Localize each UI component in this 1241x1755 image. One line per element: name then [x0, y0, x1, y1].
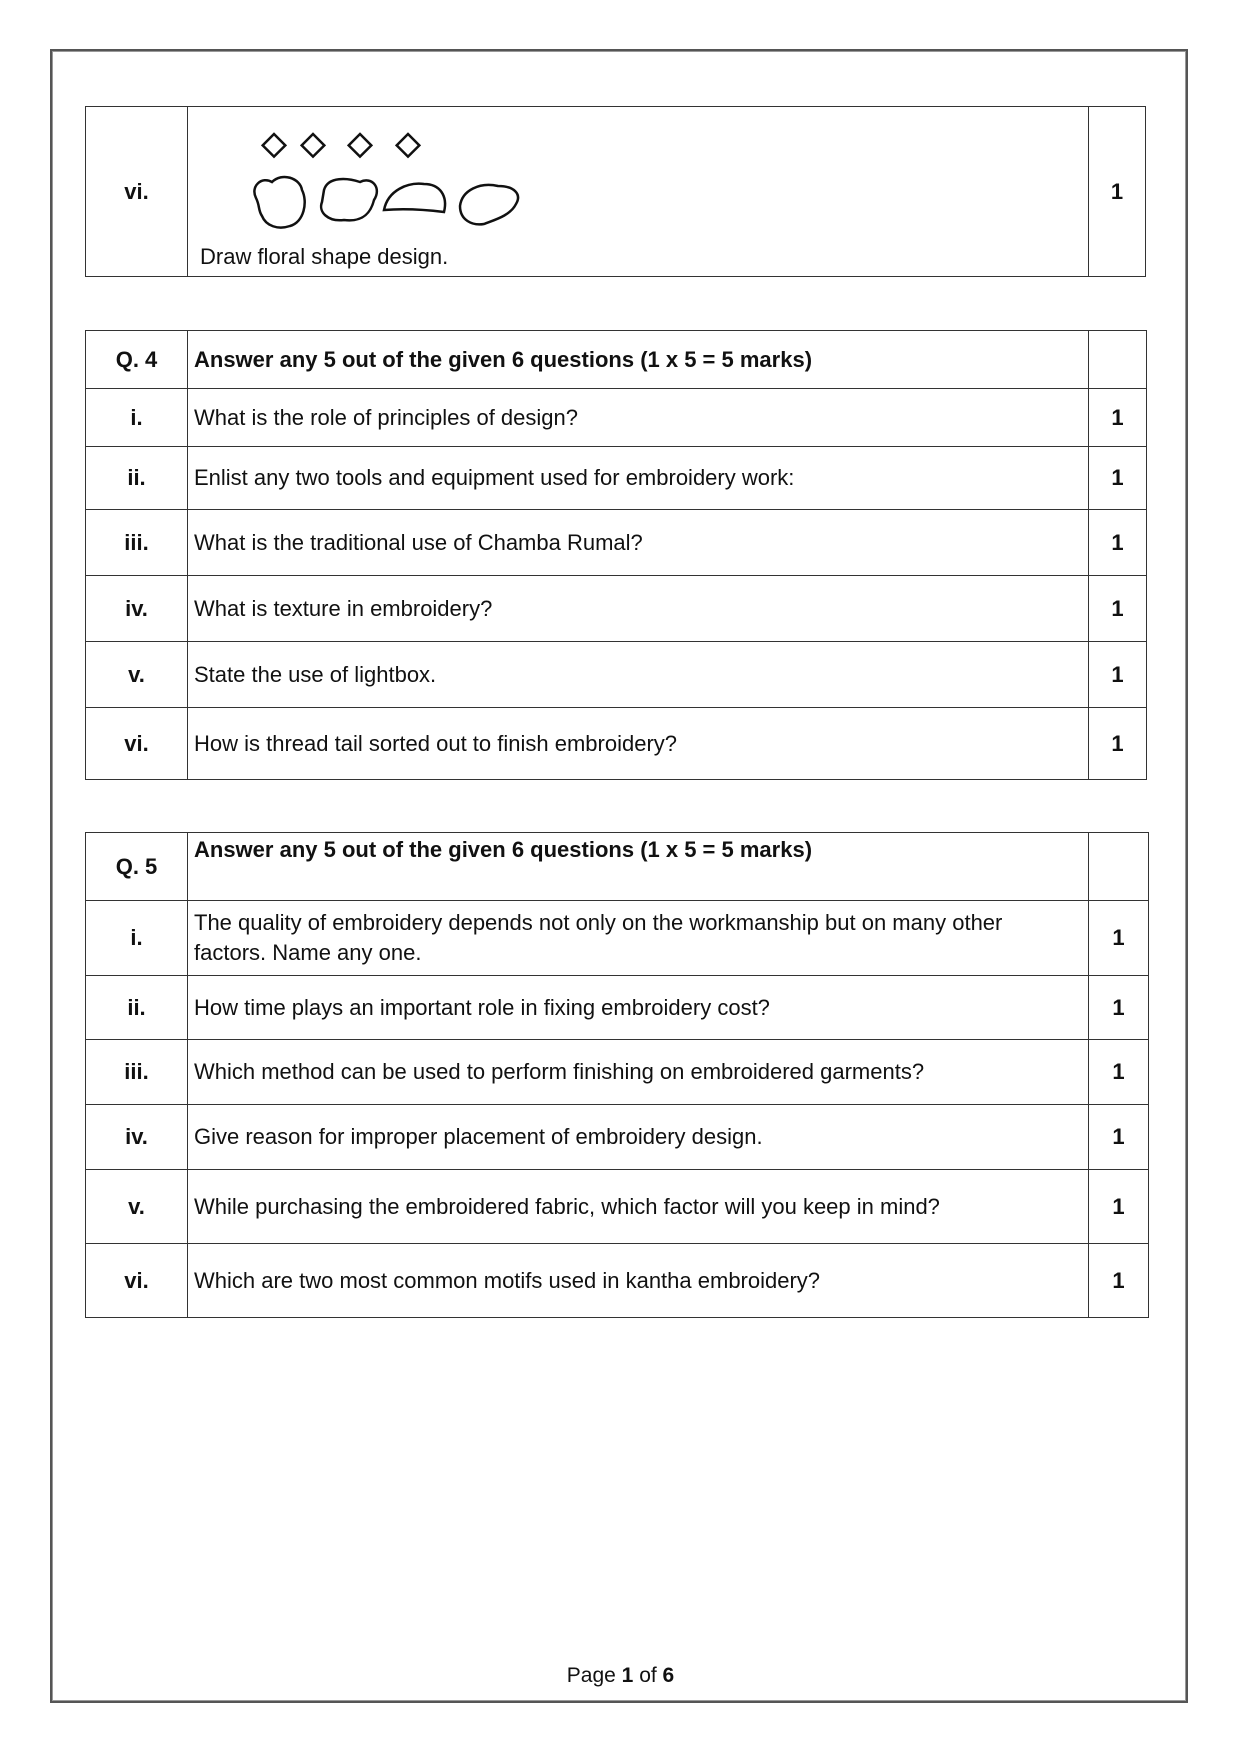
- page-total: 6: [662, 1664, 675, 1687]
- table-row: [86, 901, 1149, 976]
- question-instruction: Answer any 5 out of the given 6 questions (1 x 5 = 5 marks): [188, 331, 1089, 389]
- table-row: [86, 1244, 1149, 1318]
- blob-shape-icon: [254, 176, 304, 227]
- blob-shape-icon: [321, 179, 377, 220]
- question-text: What is the traditional use of Chamba Rumal?: [188, 510, 1089, 576]
- row-number: ii.: [86, 976, 188, 1040]
- question-text: The quality of embroidery depends not only on the workmanship but on many other factors. Name any one.: [188, 901, 1089, 976]
- row-number: ii.: [86, 447, 188, 510]
- marks-cell: 1: [1089, 389, 1147, 447]
- marks-header-cell: [1089, 331, 1147, 389]
- row-number: i.: [86, 901, 188, 976]
- question-text: Give reason for improper placement of embroidery design.: [188, 1105, 1089, 1170]
- diamond-icon: [397, 134, 420, 157]
- marks-cell: 1: [1089, 1040, 1149, 1105]
- marks-cell: 1: [1089, 576, 1147, 642]
- table-row: [86, 107, 1146, 277]
- question-text: While purchasing the embroidered fabric, which factor will you keep in mind?: [188, 1170, 1089, 1244]
- question-text: Enlist any two tools and equipment used for embroidery work:: [188, 447, 1089, 510]
- page-current: 1: [621, 1664, 634, 1687]
- table-row: [86, 576, 1147, 642]
- question-text: How time plays an important role in fixing embroidery cost?: [188, 976, 1089, 1040]
- question-header-row: [86, 331, 1147, 389]
- marks-cell: 1: [1089, 1105, 1149, 1170]
- row-number: vi.: [86, 107, 188, 277]
- row-number: iv.: [86, 576, 188, 642]
- marks-cell: 1: [1089, 1244, 1149, 1318]
- row-number: iii.: [86, 1040, 188, 1105]
- table-row: [86, 976, 1149, 1040]
- question-header-row: [86, 833, 1149, 901]
- marks-cell: 1: [1089, 642, 1147, 708]
- table-row: [86, 1170, 1149, 1244]
- table-row: [86, 389, 1147, 447]
- question-instruction: Answer any 5 out of the given 6 questions (1 x 5 = 5 marks): [188, 833, 1089, 901]
- row-number: v.: [86, 642, 188, 708]
- table-row: [86, 642, 1147, 708]
- row-number: iv.: [86, 1105, 188, 1170]
- marks-cell: 1: [1089, 510, 1147, 576]
- shape-caption: Draw floral shape design.: [200, 243, 449, 269]
- blob-shape-icon: [384, 183, 445, 211]
- page-of: of: [639, 1664, 657, 1687]
- row-number: vi.: [86, 1244, 188, 1318]
- question-text: What is the role of principles of design?: [188, 389, 1089, 447]
- question-label: Q. 5: [86, 833, 188, 901]
- row-number: iii.: [86, 510, 188, 576]
- q5-table: [85, 832, 1149, 1318]
- question-text: How is thread tail sorted out to finish embroidery?: [188, 708, 1089, 780]
- q4-table: [85, 330, 1147, 780]
- table-row: [86, 1105, 1149, 1170]
- page-footer: [0, 1664, 1241, 1688]
- shape-design-cell: [188, 107, 1089, 277]
- question-label: Q. 4: [86, 331, 188, 389]
- floral-shape-figure: [188, 108, 1088, 276]
- question-text: Which are two most common motifs used in kantha embroidery?: [188, 1244, 1089, 1318]
- question-text: Which method can be used to perform finishing on embroidered garments?: [188, 1040, 1089, 1105]
- diamond-icon: [349, 134, 372, 157]
- row-number: v.: [86, 1170, 188, 1244]
- row-number: i.: [86, 389, 188, 447]
- question-text: What is texture in embroidery?: [188, 576, 1089, 642]
- marks-cell: 1: [1089, 901, 1149, 976]
- marks-cell: 1: [1089, 107, 1146, 277]
- table-row: [86, 510, 1147, 576]
- page-label: Page: [566, 1664, 616, 1687]
- marks-cell: 1: [1089, 1170, 1149, 1244]
- table-row: [86, 447, 1147, 510]
- row-number: vi.: [86, 708, 188, 780]
- table-row: [86, 708, 1147, 780]
- diamond-icon: [263, 134, 286, 157]
- diamond-icon: [302, 134, 325, 157]
- marks-cell: 1: [1089, 447, 1147, 510]
- q3-tail-table: [85, 106, 1146, 277]
- marks-header-cell: [1089, 833, 1149, 901]
- shape-drawing: [248, 126, 548, 246]
- table-row: [86, 1040, 1149, 1105]
- question-text: State the use of lightbox.: [188, 642, 1089, 708]
- marks-cell: 1: [1089, 708, 1147, 780]
- blob-shape-icon: [460, 184, 518, 223]
- marks-cell: 1: [1089, 976, 1149, 1040]
